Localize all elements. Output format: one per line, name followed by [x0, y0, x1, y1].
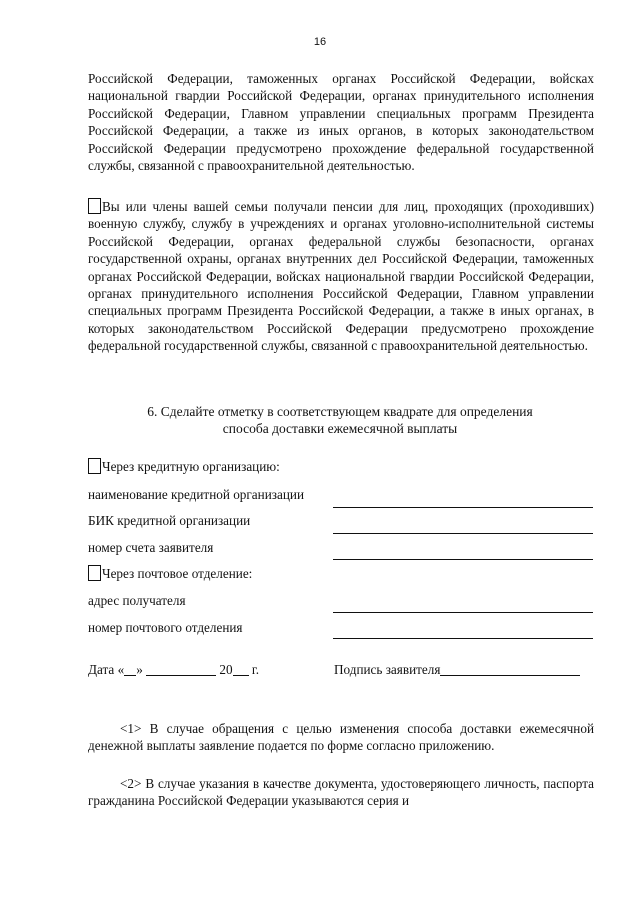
- bik-field[interactable]: [333, 533, 593, 534]
- signature-label: Подпись заявителя: [334, 662, 441, 677]
- date-month-field[interactable]: [146, 663, 216, 676]
- account-field[interactable]: [333, 559, 593, 560]
- post-office-number-field[interactable]: [333, 638, 593, 639]
- footnote-1-marker: <1>: [120, 721, 142, 736]
- section-6-title-line2: способа доставки ежемесячной выплаты: [222, 421, 458, 436]
- recipient-address-label: адрес получателя: [88, 593, 186, 608]
- post-office-checkbox[interactable]: [88, 565, 101, 581]
- page-number: 16: [313, 36, 327, 48]
- bik-label: БИК кредитной организации: [88, 513, 251, 528]
- section-6-title: [100, 403, 580, 437]
- date-year-suffix: г.: [251, 662, 260, 677]
- family-pension-checkbox[interactable]: [88, 198, 101, 214]
- date-day-field[interactable]: [124, 663, 136, 676]
- date-year-field[interactable]: [233, 663, 249, 676]
- signature-input[interactable]: [440, 663, 580, 676]
- footnote-2-marker: <2>: [120, 776, 142, 791]
- credit-org-checkbox[interactable]: [88, 458, 101, 474]
- date-field: [88, 662, 259, 678]
- post-option: [88, 565, 252, 582]
- credit-org-option-label: Через кредитную организацию:: [102, 459, 280, 474]
- paragraph-family-pension-option: [88, 198, 594, 355]
- footnote-1: [88, 720, 594, 755]
- paragraph-pension-bodies-continued: Российской Федерации, таможенных органах Российской Федерации, войсках национальной гвардии Российской Федерации, органах принудительного исполнения Российской Федерации, Главном управлении специальных программ Президента Российской Федерации, а также из иных органов, в которых законодательством Российской Федерации предусмотрено прохождение федеральной государственной службы, связанной с правоохранительной деятельностью.: [88, 71, 594, 174]
- footnote-1-text: В случае обращения с целью изменения способа доставки ежемесячной денежной выплаты заявление подается по форме согласно приложению.: [88, 721, 594, 754]
- recipient-address-field[interactable]: [333, 612, 593, 613]
- footnote-2-text: В случае указания в качестве документа, удостоверяющего личность, паспорта гражданина Российской Федерации указываются серия и: [88, 776, 594, 809]
- date-prefix: Дата «: [88, 662, 125, 677]
- credit-org-option: [88, 458, 280, 475]
- credit-org-name-label: наименование кредитной организации: [88, 487, 305, 502]
- family-pension-text: Вы или члены вашей семьи получали пенсии для лиц, проходящих (проходивших) военную службу, службу в учреждениях и органах уголовно-исполнительной системы Российской Федерации, органах федеральной службы безопасности, органах государственной охраны, органах внутренних дел Российской Федерации, таможенных органах Российской Федерации, войсках национальной гвардии Российской Федерации, органах принудительного исполнения Российской Федерации, Главном управлении специальных программ Президента Российской Федерации, а также в иных органах, в которых законодательством Российской Федерации предусмотрено прохождение федеральной государственной службы, связанной с правоохранительной деятельностью.: [88, 199, 594, 354]
- footnote-2: [88, 775, 594, 810]
- date-year-prefix: 20: [219, 662, 233, 677]
- post-office-number-label: номер почтового отделения: [88, 620, 243, 635]
- date-quote-close: »: [136, 662, 143, 677]
- post-option-label: Через почтовое отделение:: [102, 566, 253, 581]
- section-6-title-line1: 6. Сделайте отметку в соответствующем квадрате для определения: [147, 404, 533, 419]
- credit-org-name-field[interactable]: [333, 507, 593, 508]
- account-label: номер счета заявителя: [88, 540, 214, 555]
- signature-field: [334, 662, 580, 678]
